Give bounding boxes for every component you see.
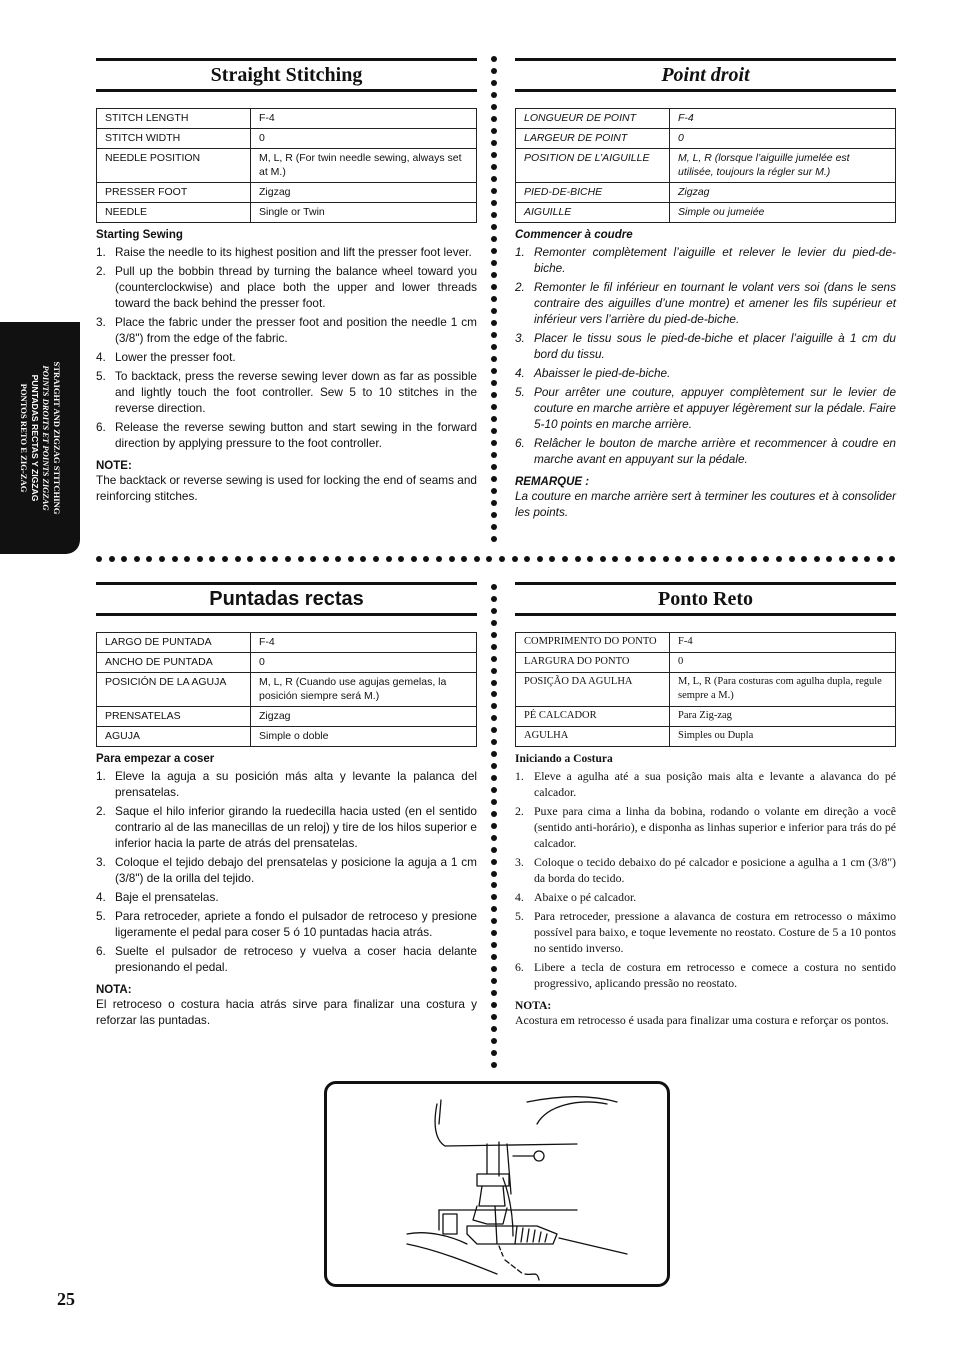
table-row	[516, 149, 896, 183]
step-text: Remonter complètement l’aiguille et relever le levier du pied-de-biche.	[534, 245, 896, 275]
step-text: Baje el prensatelas.	[115, 890, 219, 904]
table-row	[97, 633, 477, 653]
list-item: 2. Remonter le fil inférieur en tournant le volant vers soi (dans le sens contraire des aiguilles d’une montre) et amener les fils supérieur et inférieur vers l’arrière du pied-de-biche.	[515, 280, 896, 326]
side-tab-line-fr: POINTS DROITS ET POINTS ZIGZAG	[41, 365, 51, 511]
step-text: Libere a tecla de costura em retrocesso e comece a costura no sentido progressivo, aplicando pressão no reostato.	[534, 960, 896, 990]
list-item: 5. To backtack, press the reverse sewing lever down as far as possible and lightly touch the foot controller. Sew 5 to 10 stitches in the reverse direction.	[96, 369, 477, 415]
list-item: 5. Para retroceder, apriete a fondo el pulsador de retroceso y presione ligeramente el pedal para coser 5 ó 10 puntadas hacia atrás.	[96, 909, 477, 939]
setting-label: STITCH WIDTH	[97, 129, 251, 149]
setting-value: Simple o doble	[251, 727, 477, 747]
setting-value: Zigzag	[251, 707, 477, 727]
setting-value: Simple ou jumeiée	[670, 203, 896, 223]
section-title-fr: Point droit	[515, 58, 896, 92]
list-item: 5. Pour arrêter une couture, appuyer complètement sur le levier de couture en marche arrière et appuyer légèrement sur la pédale. Faire 5-10 points en marche arrière.	[515, 385, 896, 431]
setting-label: NEEDLE	[97, 203, 251, 223]
table-row	[516, 707, 896, 727]
section-portuguese	[515, 582, 896, 1028]
setting-value: Zigzag	[251, 183, 477, 203]
step-text: Lower the presser foot.	[115, 350, 236, 364]
table-row	[97, 183, 477, 203]
table-row	[516, 129, 896, 149]
section-title-es: Puntadas rectas	[96, 582, 477, 616]
setting-label: AGUJA	[97, 727, 251, 747]
list-item: 1. Raise the needle to its highest position and lift the presser foot lever.	[96, 245, 472, 259]
list-item: 6. Relâcher le bouton de marche arrière et recommencer à coudre en marche avant en appuyant sur la pédale.	[515, 436, 896, 466]
setting-value: Para Zig-zag	[670, 707, 896, 727]
note-text-pt: Acostura em retrocesso é usada para finalizar uma costura e reforçar os pontos.	[515, 1013, 889, 1027]
setting-label: LARGO DE PUNTADA	[97, 633, 251, 653]
section-french	[515, 58, 896, 520]
list-item: 6. Libere a tecla de costura em retrocesso e comece a costura no sentido progressivo, aplicando pressão no reostato.	[515, 960, 896, 990]
setting-value: F-4	[670, 633, 896, 653]
step-text: Relâcher le bouton de marche arrière et recommencer à coudre en marche avant en appuyant sur la pédale.	[534, 436, 896, 466]
step-text: Saque el hilo inferior girando la ruedecilla hacia usted (en el sentido contrario al de las manecillas de un reloj) y tire de los hilos superior e inferior hacia la parte de atrás del prensatelas.	[115, 804, 477, 850]
table-row	[516, 183, 896, 203]
setting-label: POSICIÓN DE LA AGUJA	[97, 673, 251, 707]
table-row	[97, 203, 477, 223]
step-text: Place the fabric under the presser foot and position the needle 1 cm (3/8") from the edge of the fabric.	[115, 315, 477, 345]
step-text: Para retroceder, pressione a alavanca de costura em retrocesso o máximo possível para baixo, e toque levemente no reostato. Costure de 5 a 10 pontos no sentido inverso.	[534, 909, 896, 955]
setting-value: 0	[251, 129, 477, 149]
list-item: 3. Coloque el tejido debajo del prensatelas y posicione la aguja a 1 cm (3/8") de la orilla del tejido.	[96, 855, 477, 885]
table-row	[97, 707, 477, 727]
step-text: Coloque o tecido debaixo do pé calcador e posicione a agulha a 1 cm (3/8") da borda do tecido.	[534, 855, 896, 885]
list-item: 2. Puxe para cima a linha da bobina, rodando o volante em direção a você (sentido anti-horário), e disponha as linhas superior e inferior para trás do pé calcador.	[515, 804, 896, 850]
steps-list-en	[96, 244, 477, 451]
step-text: To backtack, press the reverse sewing lever down as far as possible and lightly touch the foot controller. Sew 5 to 10 stitches in the reverse direction.	[115, 369, 477, 415]
setting-value: M, L, R (For twin needle sewing, always set at M.)	[251, 149, 477, 183]
step-text: Puxe para cima a linha da bobina, rodando o volante em direção a você (sentido anti-horário), e disponha as linhas superior e inferior para trás do pé calcador.	[534, 804, 896, 850]
list-item: 1. Remonter complètement l’aiguille et relever le levier du pied-de-biche.	[515, 245, 896, 275]
step-text: Pull up the bobbin thread by turning the balance wheel toward you (counterclockwise) and place both the upper and lower threads toward the back behind the presser foot.	[115, 264, 477, 310]
setting-value: Single or Twin	[251, 203, 477, 223]
step-text: Remonter le fil inférieur en tournant le volant vers soi (dans le sens contraire des aiguilles d’une montre) et amener les fils supérieur et inférieur vers l’arrière du pied-de-biche.	[534, 280, 896, 326]
steps-list-fr	[515, 244, 896, 467]
step-text: Abaisser le pied-de-biche.	[534, 366, 671, 380]
setting-value: Zigzag	[670, 183, 896, 203]
setting-label: LONGUEUR DE POINT	[516, 109, 670, 129]
setting-value: M, L, R (Cuando use agujas gemelas, la posición siempre será M.)	[251, 673, 477, 707]
setting-label: LARGEUR DE POINT	[516, 129, 670, 149]
setting-value: 0	[670, 129, 896, 149]
step-text: Placer le tissu sous le pied-de-biche et placer l’aiguille à 1 cm du bord du tissu.	[534, 331, 896, 361]
settings-table-fr	[515, 108, 896, 223]
setting-value: M, L, R (lorsque l’aiguille jumelée est utilisée, toujours la régler sur M.)	[670, 149, 896, 183]
side-tab-line-pt: PONTOS RETO E ZIG-ZAG	[19, 383, 29, 493]
section-spanish	[96, 582, 477, 1028]
section-side-tab	[0, 322, 80, 554]
steps-list-es	[96, 768, 477, 975]
horizontal-dot-divider	[96, 556, 896, 564]
list-item: 1. Eleve a agulha até a sua posição mais alta e levante a alavanca do pé calcador.	[515, 769, 896, 799]
table-row	[516, 653, 896, 673]
setting-value: 0	[251, 653, 477, 673]
note-text-en: The backtack or reverse sewing is used for locking the end of seams and reinforcing stitches.	[96, 473, 477, 503]
table-row	[516, 203, 896, 223]
vertical-dot-divider-top	[491, 56, 499, 542]
setting-label: LARGURA DO PONTO	[516, 653, 670, 673]
subheading-pt: Iniciando a Costura	[515, 753, 613, 765]
setting-value: F-4	[251, 633, 477, 653]
step-text: Release the reverse sewing button and start sewing in the forward direction by applying pressure to the foot controller.	[115, 420, 477, 450]
setting-label: PIED-DE-BICHE	[516, 183, 670, 203]
table-row	[97, 673, 477, 707]
table-row	[516, 673, 896, 707]
setting-value: 0	[670, 653, 896, 673]
vertical-dot-divider-bottom	[491, 584, 499, 1068]
setting-label: COMPRIMENTO DO PONTO	[516, 633, 670, 653]
section-title-pt: Ponto Reto	[515, 582, 896, 616]
setting-label: PRESSER FOOT	[97, 183, 251, 203]
list-item: 6. Suelte el pulsador de retroceso y vuelva a coser hacia delante presionando el pedal.	[96, 944, 477, 974]
setting-value: F-4	[251, 109, 477, 129]
note-title-en: NOTE:	[96, 460, 132, 472]
step-text: Raise the needle to its highest position and lift the presser foot lever.	[115, 245, 472, 259]
table-row	[516, 109, 896, 129]
setting-label: PÉ CALCADOR	[516, 707, 670, 727]
table-row	[97, 653, 477, 673]
table-row	[97, 149, 477, 183]
setting-label: POSIÇÃO DA AGULHA	[516, 673, 670, 707]
list-item: 3. Place the fabric under the presser foot and position the needle 1 cm (3/8") from the edge of the fabric.	[96, 315, 477, 345]
subheading-en: Starting Sewing	[96, 229, 183, 241]
setting-label: POSITION DE L’AIGUILLE	[516, 149, 670, 183]
list-item: 2. Pull up the bobbin thread by turning the balance wheel toward you (counterclockwise) and place both the upper and lower threads toward the back behind the presser foot.	[96, 264, 477, 310]
side-tab-line-en: STRAIGHT AND ZIGZAG STITCHING	[52, 361, 62, 515]
note-title-fr: REMARQUE :	[515, 476, 590, 488]
step-text: Abaixe o pé calcador.	[534, 890, 637, 904]
setting-label: ANCHO DE PUNTADA	[97, 653, 251, 673]
setting-value: F-4	[670, 109, 896, 129]
page-number: 25	[57, 1289, 75, 1309]
step-text: Pour arrêter une couture, appuyer complètement sur le levier de couture en marche arrière et appuyer légèrement sur la pédale. Faire 5-10 points en marche arrière.	[534, 385, 896, 431]
list-item: 5. Para retroceder, pressione a alavanca de costura em retrocesso o máximo possível para baixo, e toque levemente no reostato. Costure de 5 a 10 pontos no sentido inverso.	[515, 909, 896, 955]
side-tab-line-es: PUNTADAS RECTAS Y ZIGZAG	[30, 374, 40, 502]
table-row	[97, 727, 477, 747]
setting-value: M, L, R (Para costuras com agulha dupla, regule sempre a M.)	[670, 673, 896, 707]
setting-label: AGULHA	[516, 727, 670, 747]
list-item: 6. Release the reverse sewing button and start sewing in the forward direction by applying pressure to the foot controller.	[96, 420, 477, 450]
step-text: Coloque el tejido debajo del prensatelas y posicione la aguja a 1 cm (3/8") de la orilla del tejido.	[115, 855, 477, 885]
note-title-pt: NOTA:	[515, 1000, 552, 1012]
note-text-fr: La couture en marche arrière sert à terminer les coutures et à consolider les points.	[515, 489, 896, 519]
list-item: 4. Lower the presser foot.	[96, 350, 236, 364]
section-title-en: Straight Stitching	[96, 58, 477, 92]
step-text: Eleve la aguja a su posición más alta y levante la palanca del prensatelas.	[115, 769, 477, 799]
list-item: 4. Baje el prensatelas.	[96, 890, 219, 904]
list-item: 3. Placer le tissu sous le pied-de-biche et placer l’aiguille à 1 cm du bord du tissu.	[515, 331, 896, 361]
step-text: Para retroceder, apriete a fondo el pulsador de retroceso y presione ligeramente el pedal para coser 5 ó 10 puntadas hacia atrás.	[115, 909, 477, 939]
settings-table-es	[96, 632, 477, 747]
table-row	[97, 109, 477, 129]
sewing-machine-drawing	[327, 1084, 667, 1284]
table-row	[516, 633, 896, 653]
setting-value: Simples ou Dupla	[670, 727, 896, 747]
settings-table-en	[96, 108, 477, 223]
note-text-es: El retroceso o costura hacia atrás sirve para finalizar una costura y reforzar las puntadas.	[96, 997, 477, 1027]
subheading-fr: Commencer à coudre	[515, 229, 633, 241]
list-item: 3. Coloque o tecido debaixo do pé calcador e posicione a agulha a 1 cm (3/8") da borda do tecido.	[515, 855, 896, 885]
list-item: 4. Abaisser le pied-de-biche.	[515, 366, 671, 380]
step-text: Eleve a agulha até a sua posição mais alta e levante a alavanca do pé calcador.	[534, 769, 896, 799]
table-row	[516, 727, 896, 747]
setting-label: STITCH LENGTH	[97, 109, 251, 129]
presser-foot-illustration	[324, 1081, 670, 1287]
settings-table-pt	[515, 632, 896, 747]
steps-list-pt	[515, 768, 896, 991]
setting-label: AIGUILLE	[516, 203, 670, 223]
subheading-es: Para empezar a coser	[96, 753, 215, 765]
list-item: 2. Saque el hilo inferior girando la ruedecilla hacia usted (en el sentido contrario al de las manecillas de un reloj) y tire de los hilos superior e inferior hacia la parte de atrás del prensatelas.	[96, 804, 477, 850]
section-english	[96, 58, 477, 504]
step-text: Suelte el pulsador de retroceso y vuelva a coser hacia delante presionando el pedal.	[115, 944, 477, 974]
note-title-es: NOTA:	[96, 984, 132, 996]
setting-label: PRENSATELAS	[97, 707, 251, 727]
table-row	[97, 129, 477, 149]
list-item: 1. Eleve la aguja a su posición más alta y levante la palanca del prensatelas.	[96, 769, 477, 799]
setting-label: NEEDLE POSITION	[97, 149, 251, 183]
list-item: 4. Abaixe o pé calcador.	[515, 890, 637, 904]
